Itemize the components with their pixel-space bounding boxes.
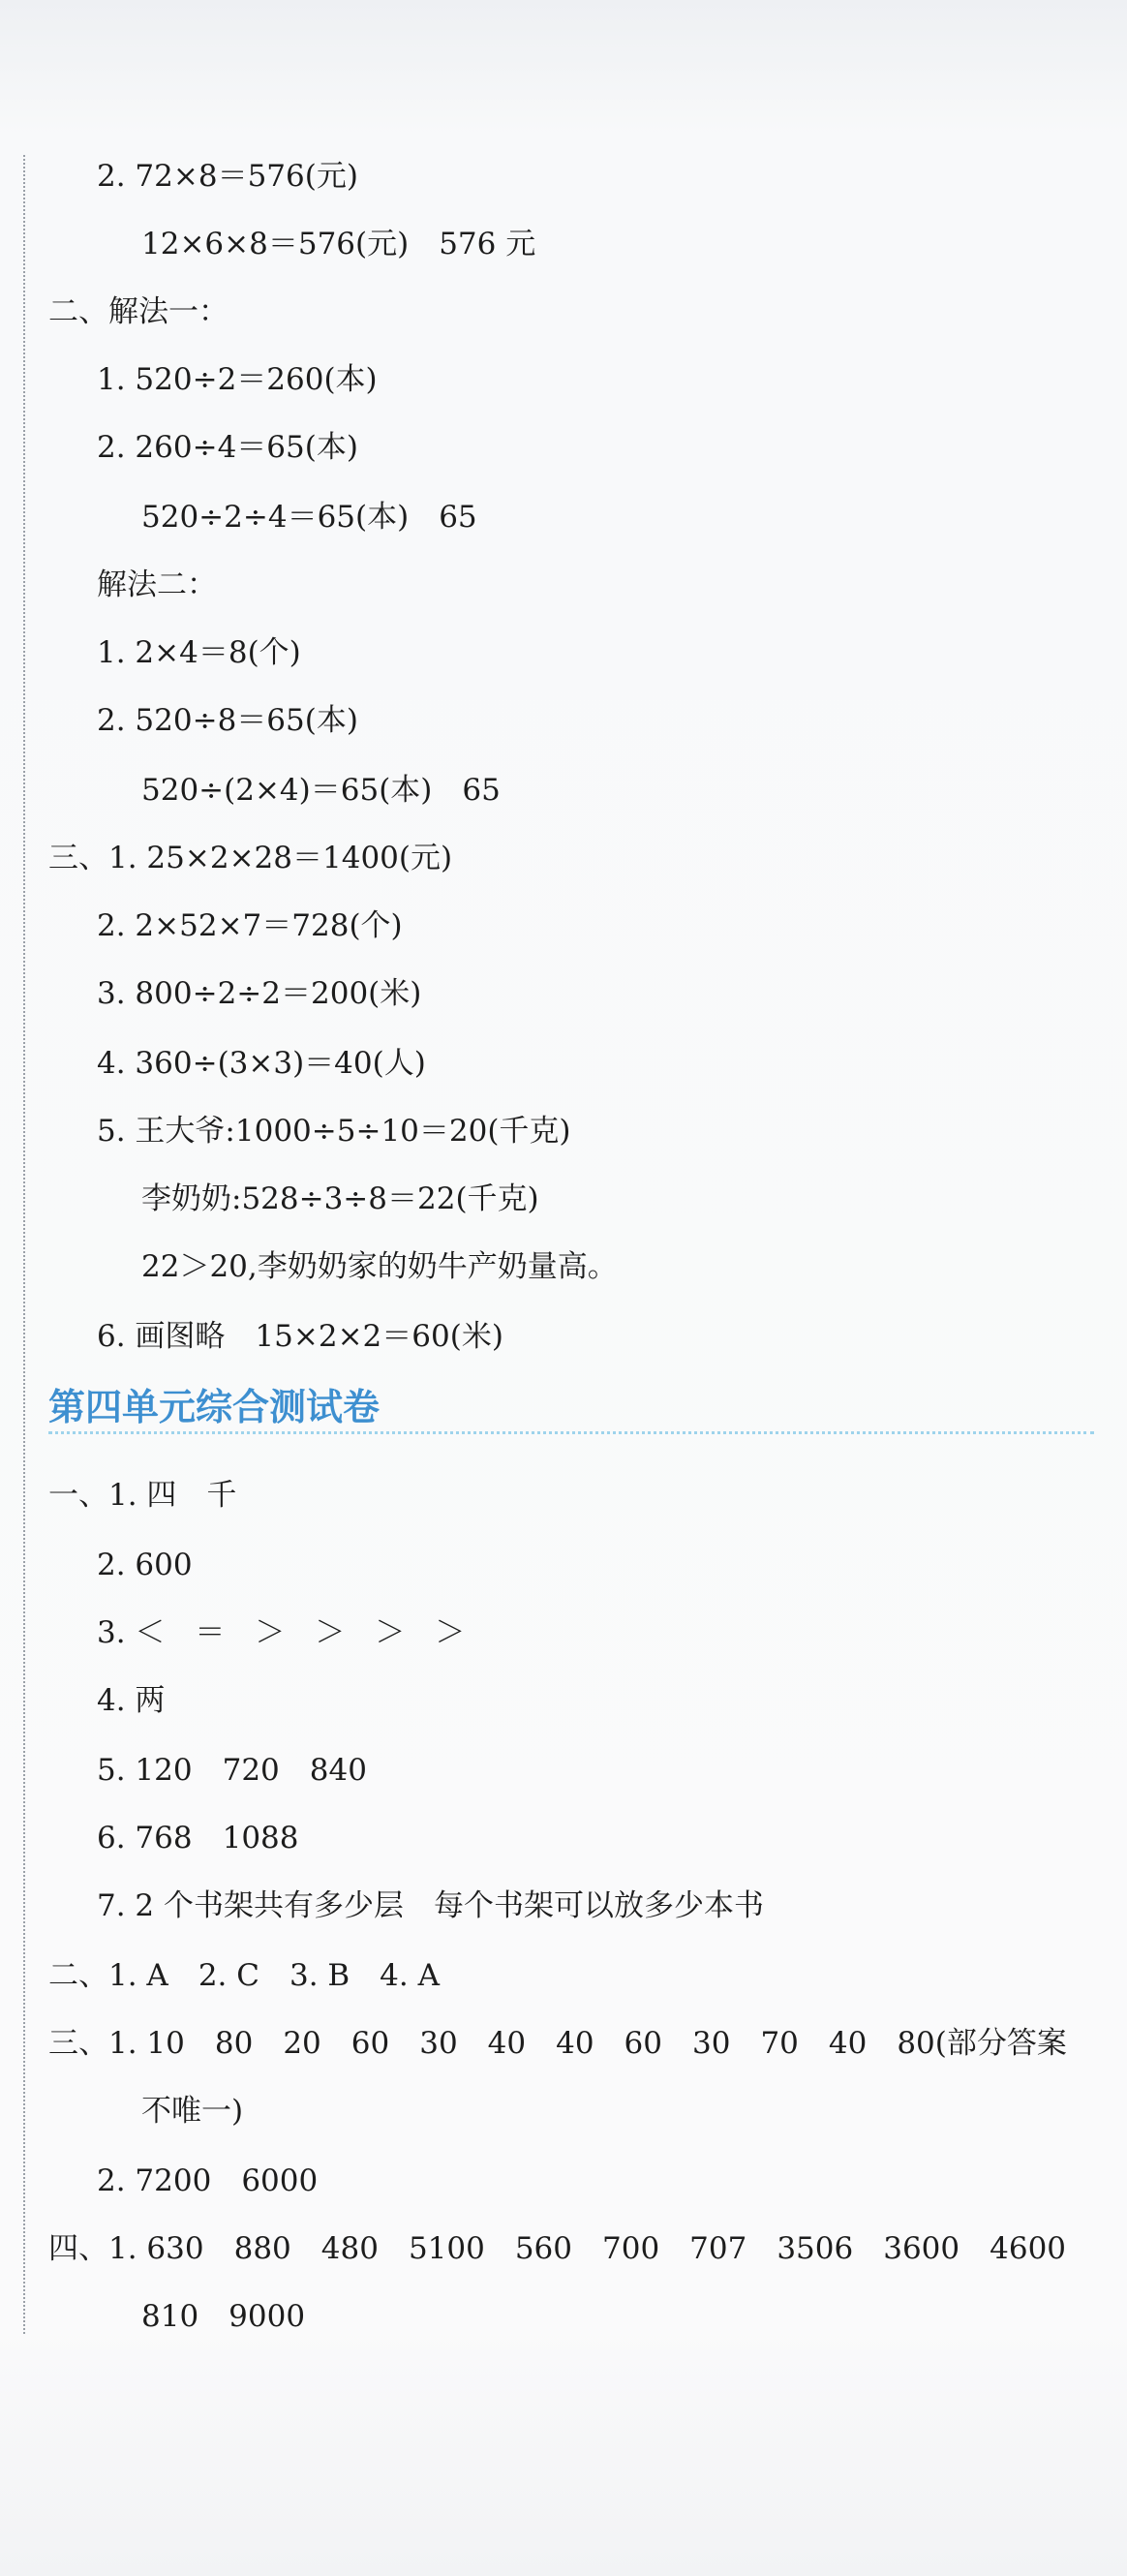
- answer-line: 2. 260÷4＝65(本): [97, 430, 358, 465]
- answer-line: 2. 2×52×7＝728(个): [97, 908, 403, 943]
- margin-dotted-rule: [23, 155, 25, 2334]
- answer-line: 李奶奶:528÷3÷8＝22(千克): [141, 1181, 539, 1216]
- answer-line: 520÷(2×4)＝65(本) 65: [141, 773, 501, 808]
- answer-line: 2. 520÷8＝65(本): [97, 703, 358, 738]
- answer-line: 810 9000: [141, 2299, 306, 2334]
- answer-line: 二、解法一：: [48, 294, 228, 329]
- answer-line: 二、1. A 2. C 3. B 4. A: [48, 1958, 440, 1993]
- answer-line: 四、1. 630 880 480 5100 560 700 707 3506 3600 4600: [48, 2231, 1067, 2266]
- answer-line: 2. 72×8＝576(元): [97, 159, 358, 194]
- answer-line: 三、1. 25×2×28＝1400(元): [48, 841, 453, 875]
- answer-line: 2. 600: [97, 1548, 193, 1582]
- answer-line: 3. ＜ ＝ ＞ ＞ ＞ ＞: [97, 1615, 466, 1650]
- answer-line: 12×6×8＝576(元) 576 元: [141, 227, 536, 261]
- section-title-underline: [48, 1431, 1094, 1434]
- answer-line: 5. 120 720 840: [97, 1753, 367, 1788]
- answer-line: 三、1. 10 80 20 60 30 40 40 60 30 70 40 80(部分答案: [48, 2026, 1067, 2061]
- answer-line: 不唯一): [141, 2094, 244, 2129]
- answer-line: 解法二：: [97, 567, 217, 602]
- answer-line: 5. 王大爷:1000÷5÷10＝20(千克): [97, 1114, 571, 1149]
- answer-line: 6. 画图略 15×2×2＝60(米): [97, 1319, 503, 1354]
- answer-line: 4. 360÷(3×3)＝40(人): [97, 1046, 426, 1081]
- answer-line: 22＞20,李奶奶家的奶牛产奶量高。: [141, 1249, 618, 1284]
- answer-line: 6. 768 1088: [97, 1821, 299, 1855]
- answer-line: 2. 7200 6000: [97, 2163, 319, 2198]
- answer-line: 3. 800÷2÷2＝200(米): [97, 976, 422, 1011]
- answer-line: 7. 2 个书架共有多少层 每个书架可以放多少本书: [97, 1888, 765, 1923]
- answer-line: 一、1. 四 千: [48, 1478, 237, 1513]
- answer-line: 4. 两: [97, 1683, 166, 1718]
- answer-line: 520÷2÷4＝65(本) 65: [141, 500, 477, 535]
- answer-line: 1. 520÷2＝260(本): [97, 362, 378, 397]
- answer-line: 1. 2×4＝8(个): [97, 635, 301, 670]
- section-title: 第四单元综合测试卷: [48, 1386, 381, 1428]
